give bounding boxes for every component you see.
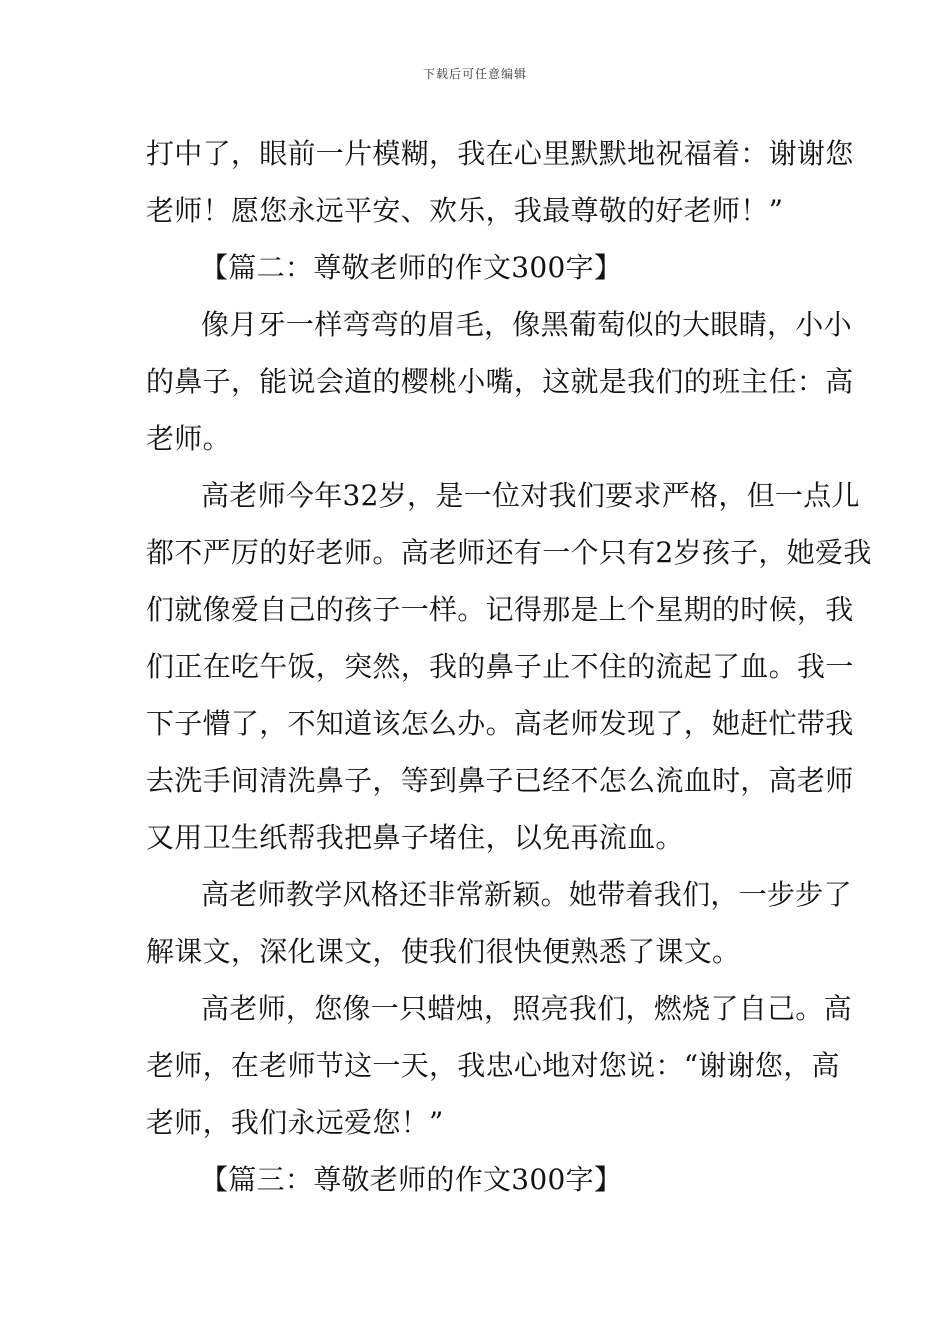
paragraph-line: 老师！愿您永远平安、欢乐，我最尊敬的好老师！”: [146, 194, 784, 227]
paragraph-line: 们就像爱自己的孩子一样。记得那是上个星期的时候，我: [146, 593, 854, 626]
paragraph-line: 高老师今年32岁，是一位对我们要求严格，但一点儿: [201, 479, 860, 512]
header-note: 下载后可任意编辑: [422, 67, 527, 81]
paragraph-line: 都不严厉的好老师。高老师还有一个只有2岁孩子，她爱我: [146, 536, 872, 569]
document-body: [146, 125, 872, 1208]
paragraph-line: 去洗手间清洗鼻子，等到鼻子已经不怎么流血时，高老师: [146, 764, 854, 797]
section-heading: 【篇二：尊敬老师的作文300字】: [200, 251, 623, 284]
paragraph-line: 像月牙一样弯弯的眉毛，像黑葡萄似的大眼睛，小小: [201, 308, 852, 341]
paragraph-line: 老师。: [146, 422, 231, 455]
paragraph-line: 老师，在老师节这一天，我忠心地对您说：“谢谢您，高: [146, 1049, 840, 1082]
section-heading: 【篇三：尊敬老师的作文300字】: [200, 1163, 623, 1196]
paragraph-line: 高老师教学风格还非常新颖。她带着我们，一步步了: [201, 878, 852, 911]
paragraph-line: 下子懵了，不知道该怎么办。高老师发现了，她赶忙带我: [146, 707, 854, 740]
paragraph-line: 打中了，眼前一片模糊，我在心里默默地祝福着：谢谢您: [146, 137, 854, 170]
paragraph-line: 高老师，您像一只蜡烛，照亮我们，燃烧了自己。高: [201, 992, 852, 1025]
paragraph-line: 解课文，深化课文，使我们很快便熟悉了课文。: [146, 935, 741, 968]
paragraph-line: 的鼻子，能说会道的樱桃小嘴，这就是我们的班主任：高: [146, 365, 854, 398]
paragraph-line: 们正在吃午饭，突然，我的鼻子止不住的流起了血。我一: [146, 650, 854, 683]
paragraph-line: 老师，我们永远爱您！”: [146, 1106, 444, 1139]
paragraph-line: 又用卫生纸帮我把鼻子堵住，以免再流血。: [146, 821, 684, 854]
